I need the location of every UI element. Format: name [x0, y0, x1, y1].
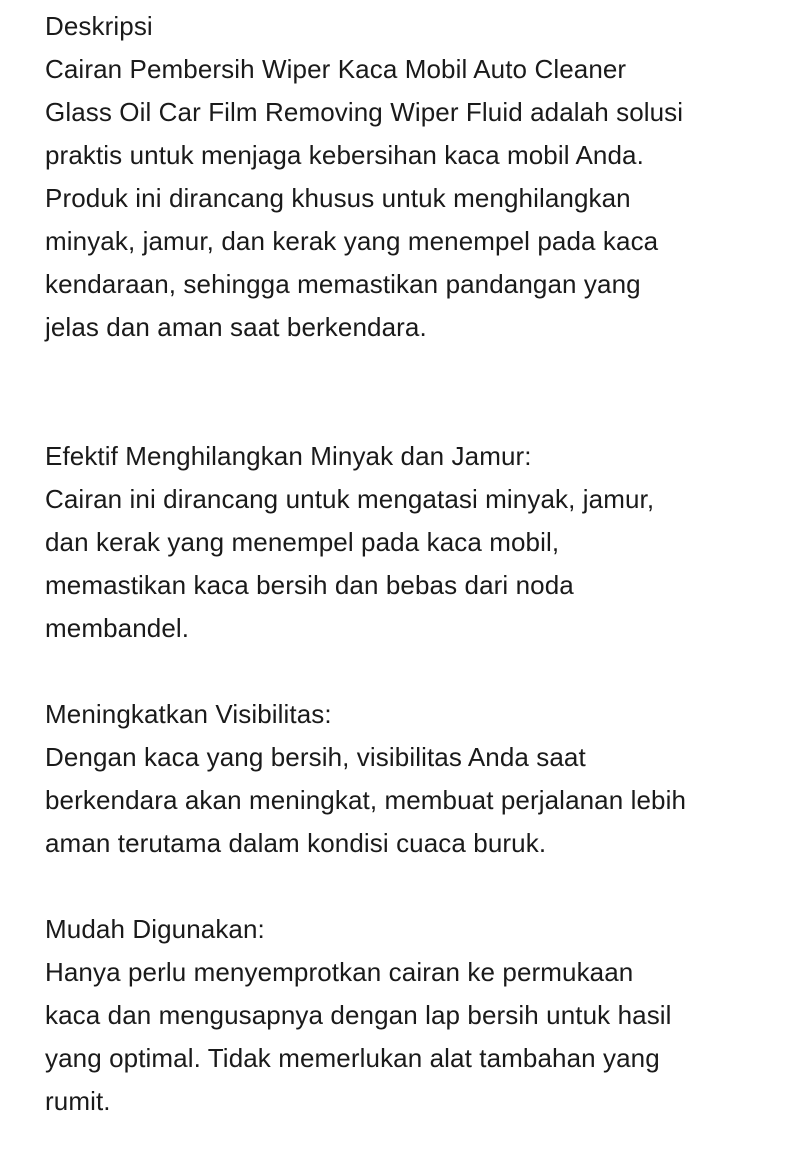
description-heading: Deskripsi — [45, 11, 153, 41]
feature-line: dan kerak yang menempel pada kaca mobil, — [45, 527, 560, 557]
feature-line: rumit. — [45, 1086, 111, 1116]
feature-line: yang optimal. Tidak memerlukan alat tambahan yang — [45, 1043, 660, 1073]
product-description — [45, 5, 775, 1123]
section-spacer — [45, 865, 775, 908]
feature-section — [45, 693, 775, 865]
feature-line: Dengan kaca yang bersih, visibilitas Anda saat — [45, 742, 586, 772]
description-line: jelas dan aman saat berkendara. — [45, 312, 427, 342]
description-line: kendaraan, sehingga memastikan pandangan yang — [45, 269, 641, 299]
feature-line: memastikan kaca bersih dan bebas dari noda — [45, 570, 574, 600]
section-spacer — [45, 650, 775, 693]
feature-line: aman terutama dalam kondisi cuaca buruk. — [45, 828, 547, 858]
feature-line: berkendara akan meningkat, membuat perjalanan lebih — [45, 785, 687, 815]
feature-section — [45, 908, 775, 1123]
feature-line: Cairan ini dirancang untuk mengatasi minyak, jamur, — [45, 484, 655, 514]
description-line: minyak, jamur, dan kerak yang menempel pada kaca — [45, 226, 659, 256]
feature-line: membandel. — [45, 613, 190, 643]
feature-title: Efektif Menghilangkan Minyak dan Jamur: — [45, 441, 532, 471]
feature-section — [45, 435, 775, 650]
description-line: Produk ini dirancang khusus untuk menghilangkan — [45, 183, 631, 213]
section-spacer — [45, 349, 775, 435]
feature-title: Mudah Digunakan: — [45, 914, 265, 944]
feature-line: Hanya perlu menyemprotkan cairan ke permukaan — [45, 957, 634, 987]
description-line: praktis untuk menjaga kebersihan kaca mobil Anda. — [45, 140, 644, 170]
description-line: Cairan Pembersih Wiper Kaca Mobil Auto Cleaner — [45, 54, 627, 84]
description-line: Glass Oil Car Film Removing Wiper Fluid adalah solusi — [45, 97, 684, 127]
feature-title: Meningkatkan Visibilitas: — [45, 699, 332, 729]
feature-line: kaca dan mengusapnya dengan lap bersih untuk hasil — [45, 1000, 672, 1030]
